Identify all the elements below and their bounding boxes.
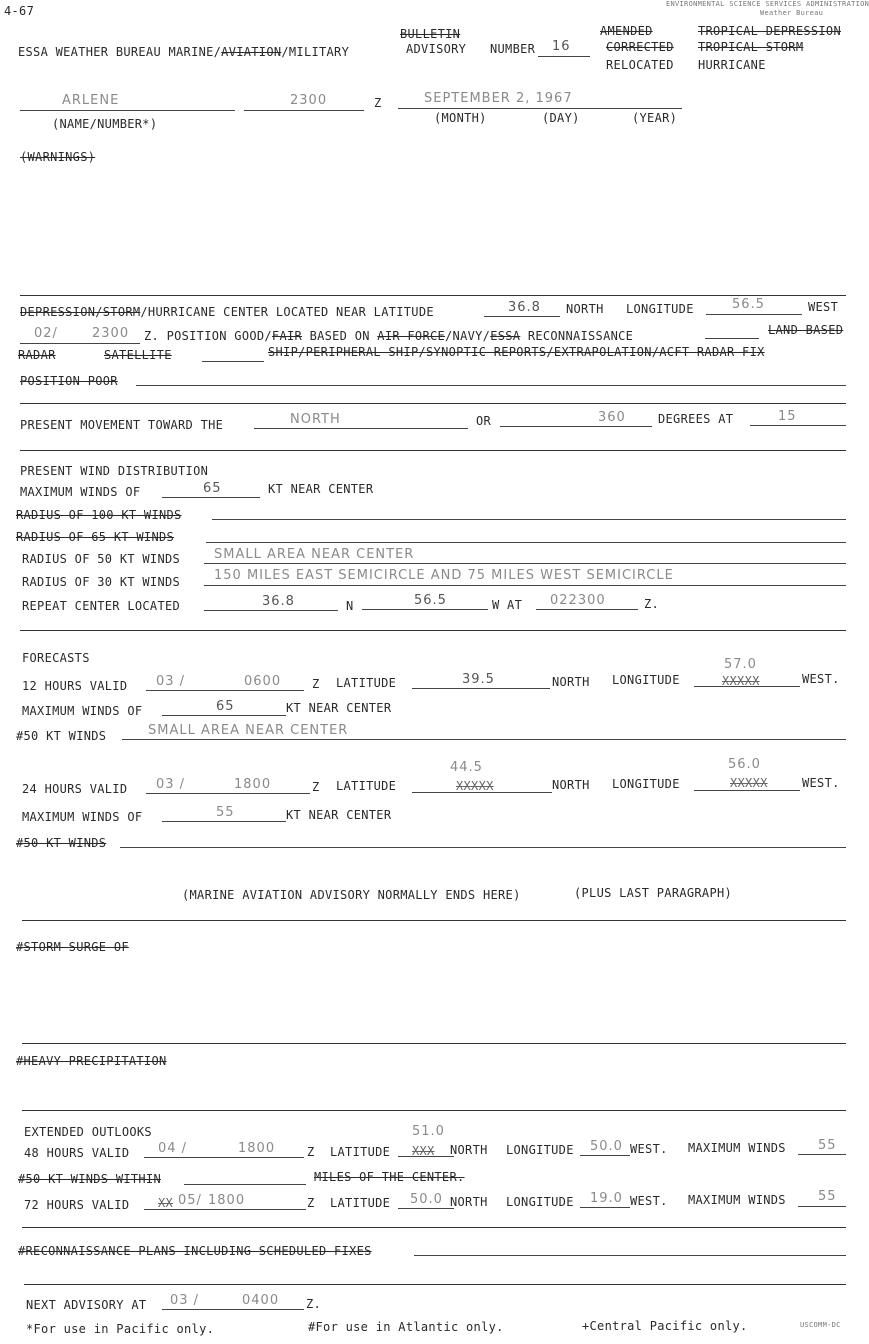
h12-50kt-value: SMALL AREA NEAR CENTER: [148, 723, 349, 738]
bulletin-struck: BULLETIN: [400, 27, 461, 41]
h48-max-value: 55: [818, 1138, 837, 1153]
h12-z: Z: [312, 677, 320, 691]
h24-day: 03 /: [156, 777, 186, 792]
h24-50kt-line: [120, 847, 846, 848]
next-advisory-time: 0400: [242, 1293, 280, 1308]
month-label: (MONTH): [434, 111, 487, 125]
wind-max-line: [162, 497, 260, 498]
next-advisory-day: 03 /: [170, 1293, 200, 1308]
repeat-lon-line: [362, 609, 488, 610]
h48-lon-line: [580, 1155, 630, 1156]
h24-label: 24 HOURS VALID: [22, 782, 128, 796]
footer-pacific: *For use in Pacific only.: [26, 1322, 215, 1336]
footer-atlantic: #For use in Atlantic only.: [308, 1320, 504, 1334]
next-advisory-z: Z.: [306, 1297, 322, 1311]
wind-kt-near: KT NEAR CENTER: [268, 482, 374, 496]
h72-longitude-label: LONGITUDE: [506, 1195, 574, 1209]
warnings-label: (WARNINGS): [20, 150, 96, 164]
status-relocated: RELOCATED: [606, 58, 674, 72]
h12-west: WEST.: [802, 672, 840, 686]
status-amended: AMENDED: [600, 24, 653, 38]
footer-stamp: USCOMM-DC: [800, 1321, 841, 1329]
center-longitude: 56.5: [732, 297, 765, 312]
h72-day: 05/: [178, 1193, 202, 1208]
h24-latitude-label: LATITUDE: [336, 779, 397, 793]
h48-longitude: 50.0: [590, 1139, 623, 1154]
radius-50-value: SMALL AREA NEAR CENTER: [214, 547, 415, 562]
wind-max-value: 65: [203, 481, 222, 496]
center-date-line: [20, 343, 140, 344]
position-poor-struck: POSITION POOR: [20, 374, 118, 388]
type-tropical-storm: TROPICAL STORM: [698, 40, 804, 54]
h24-max-line: [162, 821, 286, 822]
h48-z: Z: [307, 1145, 315, 1159]
divider: [20, 403, 846, 404]
name-line: [20, 110, 235, 111]
h24-50kt-struck: #50 KT WINDS: [16, 836, 107, 850]
storm-surge-struck: #STORM SURGE OF: [16, 940, 129, 954]
h12-north: NORTH: [552, 675, 590, 689]
h24-time: 1800: [234, 777, 272, 792]
ident-date: SEPTEMBER 2, 1967: [424, 91, 573, 106]
h48-max-line: [798, 1154, 846, 1155]
within-struck: #50 KT WINDS WITHIN: [18, 1172, 161, 1186]
h48-max-label: MAXIMUM WINDS: [688, 1141, 786, 1155]
r65-line: [206, 542, 846, 543]
h24-latitude: 44.5: [450, 760, 483, 775]
footer-central: +Central Pacific only.: [582, 1319, 748, 1333]
movement-label: PRESENT MOVEMENT TOWARD THE: [20, 418, 224, 432]
advisory-number: 16: [552, 39, 571, 54]
h72-z: Z: [307, 1196, 315, 1210]
next-advisory-label: NEXT ADVISORY AT: [26, 1298, 147, 1312]
radius-65-struck: RADIUS OF 65 KT WINDS: [16, 530, 175, 544]
h12-longitude-label: LONGITUDE: [612, 673, 680, 687]
center-time: 2300: [92, 326, 130, 341]
h24-max-value: 55: [216, 805, 235, 820]
movement-degrees: 360: [598, 410, 626, 425]
h72-lon-line: [580, 1207, 630, 1208]
miles-of-center-struck: MILES OF THE CENTER.: [314, 1170, 465, 1184]
h72-max-line: [798, 1206, 846, 1207]
status-corrected: CORRECTED: [606, 40, 674, 54]
h24-longitude: 56.0: [728, 757, 761, 772]
lon-line: [706, 314, 802, 315]
h72-longitude: 19.0: [590, 1191, 623, 1206]
h48-lat-line: [398, 1156, 454, 1157]
marine-note: (MARINE AVIATION ADVISORY NORMALLY ENDS HERE): [182, 888, 521, 902]
h12-50kt-label: #50 KT WINDS: [16, 729, 107, 743]
center-date: 02/: [34, 326, 58, 341]
divider: [22, 1227, 846, 1228]
ident-z: Z: [374, 96, 382, 110]
degrees-at-label: DEGREES AT: [658, 412, 734, 426]
advisory-label: ADVISORY: [406, 42, 467, 56]
h48-latitude-label: LATITUDE: [330, 1145, 391, 1159]
next-advisory-line: [162, 1309, 304, 1310]
direction-line: [254, 428, 468, 429]
h72-latitude: 50.0: [410, 1192, 443, 1207]
satellite-line: [202, 361, 264, 362]
movement-direction: NORTH: [290, 412, 341, 427]
h12-lon-line: [694, 686, 800, 687]
office-label: ESSA WEATHER BUREAU MARINE/AVIATION/MILITARY: [18, 45, 350, 59]
position-poor-line: [136, 385, 846, 386]
h12-time-line: [146, 690, 304, 691]
h48-latitude: 51.0: [412, 1124, 445, 1139]
h12-max-line: [162, 715, 286, 716]
h72-lat-line: [398, 1208, 454, 1209]
h72-latitude-label: LATITUDE: [330, 1196, 391, 1210]
repeat-n: N: [346, 599, 354, 613]
center-latitude: 36.8: [508, 300, 541, 315]
name-label: (NAME/NUMBER*): [52, 117, 158, 131]
h12-time: 0600: [244, 674, 282, 689]
h12-latitude: 39.5: [462, 672, 495, 687]
h12-50kt-line: [122, 739, 846, 740]
agency-name: ENVIRONMENTAL SCIENCE SERVICES ADMINISTRATION: [666, 0, 869, 8]
h24-north: NORTH: [552, 778, 590, 792]
date-line: [398, 108, 682, 109]
h24-lat-line: [412, 792, 552, 793]
radar-struck: RADAR: [18, 348, 56, 362]
satellite-struck: SATELLITE: [104, 348, 172, 362]
h24-latitude-struck: XXXXX: [456, 779, 494, 793]
storm-name: ARLENE: [62, 93, 120, 108]
h72-day-struck: XX: [158, 1196, 174, 1210]
wind-heading: PRESENT WIND DISTRIBUTION: [20, 464, 209, 478]
recon-plans-struck: #RECONNAISSANCE PLANS INCLUDING SCHEDULED FIXES: [18, 1244, 372, 1258]
h12-label: 12 HOURS VALID: [22, 679, 128, 693]
h72-time: 1800: [208, 1193, 246, 1208]
h48-day: 04 /: [158, 1141, 188, 1156]
extended-heading: EXTENDED OUTLOOKS: [24, 1125, 152, 1139]
divider: [20, 450, 846, 451]
ship-reports-struck: SHIP/PERIPHERAL SHIP/SYNOPTIC REPORTS/EXTRAPOLATION/ACFT RADAR FIX: [268, 345, 765, 359]
heavy-precip-struck: #HEAVY PRECIPITATION: [16, 1054, 167, 1068]
h48-longitude-label: LONGITUDE: [506, 1143, 574, 1157]
repeat-center-label: REPEAT CENTER LOCATED: [22, 599, 181, 613]
h48-north: NORTH: [450, 1143, 488, 1157]
divider: [20, 295, 846, 296]
forecasts-heading: FORECASTS: [22, 651, 90, 665]
movement-speed: 15: [778, 409, 797, 424]
divider: [24, 1284, 846, 1285]
form-number: 4-67: [4, 4, 35, 18]
number-label: NUMBER: [490, 42, 536, 56]
h24-max-label: MAXIMUM WINDS OF: [22, 810, 143, 824]
wind-max-label: MAXIMUM WINDS OF: [20, 485, 141, 499]
radius-50-label: RADIUS OF 50 KT WINDS: [22, 552, 181, 566]
h12-kt-near: KT NEAR CENTER: [286, 701, 392, 715]
repeat-latitude: 36.8: [262, 594, 295, 609]
h72-north: NORTH: [450, 1195, 488, 1209]
plus-last-paragraph: (PLUS LAST PARAGRAPH): [574, 886, 733, 900]
h12-max-label: MAXIMUM WINDS OF: [22, 704, 143, 718]
within-line: [184, 1184, 306, 1185]
ident-time: 2300: [290, 93, 328, 108]
divider: [22, 1043, 846, 1044]
repeat-lat-line: [204, 610, 338, 611]
h24-time-line: [146, 793, 310, 794]
number-line: [538, 56, 590, 57]
divider: [22, 1110, 846, 1111]
h12-lat-line: [412, 688, 550, 689]
h24-kt-near: KT NEAR CENTER: [286, 808, 392, 822]
center-longitude-label: LONGITUDE: [626, 302, 694, 316]
r30-line: [204, 585, 846, 586]
repeat-time-line: [536, 609, 638, 610]
radius-30-label: RADIUS OF 30 KT WINDS: [22, 575, 181, 589]
repeat-w-at: W AT: [492, 598, 523, 612]
land-based-struck: LAND BASED: [768, 323, 844, 337]
center-north: NORTH: [566, 302, 604, 316]
h72-max-label: MAXIMUM WINDS: [688, 1193, 786, 1207]
r50-line: [204, 563, 846, 564]
h72-label: 72 HOURS VALID: [24, 1198, 130, 1212]
type-tropical-depression: TROPICAL DEPRESSION: [698, 24, 841, 38]
day-label: (DAY): [542, 111, 580, 125]
h24-z: Z: [312, 780, 320, 794]
time-line: [244, 110, 364, 111]
h72-west: WEST.: [630, 1194, 668, 1208]
divider: [22, 920, 846, 921]
recon-line: [705, 338, 759, 339]
movement-or: OR: [476, 414, 492, 428]
h24-lon-line: [694, 790, 800, 791]
bureau-name: Weather Bureau: [760, 9, 824, 17]
type-hurricane: HURRICANE: [698, 58, 766, 72]
repeat-longitude: 56.5: [414, 593, 447, 608]
h24-longitude-struck: XXXXX: [730, 776, 768, 790]
h12-longitude: 57.0: [724, 657, 757, 672]
h48-time-line: [144, 1157, 304, 1158]
year-label: (YEAR): [632, 111, 678, 125]
lat-line: [484, 316, 560, 317]
h72-time-line: [144, 1209, 306, 1210]
h24-west: WEST.: [802, 776, 840, 790]
radius-30-value: 150 MILES EAST SEMICIRCLE AND 75 MILES WEST SEMICIRCLE: [214, 568, 674, 583]
center-line-2: Z. POSITION GOOD/FAIR BASED ON AIR FORCE/NAVY/ESSA RECONNAISSANCE: [144, 329, 634, 343]
h12-day: 03 /: [156, 674, 186, 689]
h48-time: 1800: [238, 1141, 276, 1156]
r100-line: [212, 519, 846, 520]
h12-longitude-struck: XXXXX: [722, 674, 760, 688]
h48-latitude-struck: XXX: [412, 1144, 435, 1158]
center-line-1: DEPRESSION/STORM/HURRICANE CENTER LOCATED NEAR LATITUDE: [20, 305, 434, 319]
repeat-time: 022300: [550, 593, 606, 608]
h72-max-value: 55: [818, 1189, 837, 1204]
center-west: WEST: [808, 300, 839, 314]
degrees-line: [500, 426, 652, 427]
recon-plans-line: [414, 1255, 846, 1256]
h48-label: 48 HOURS VALID: [24, 1146, 130, 1160]
h24-longitude-label: LONGITUDE: [612, 777, 680, 791]
divider: [20, 630, 846, 631]
h12-max-value: 65: [216, 699, 235, 714]
h12-latitude-label: LATITUDE: [336, 676, 397, 690]
h48-west: WEST.: [630, 1142, 668, 1156]
radius-100-struck: RADIUS OF 100 KT WINDS: [16, 508, 182, 522]
speed-line: [750, 425, 846, 426]
repeat-z: Z.: [644, 597, 660, 611]
